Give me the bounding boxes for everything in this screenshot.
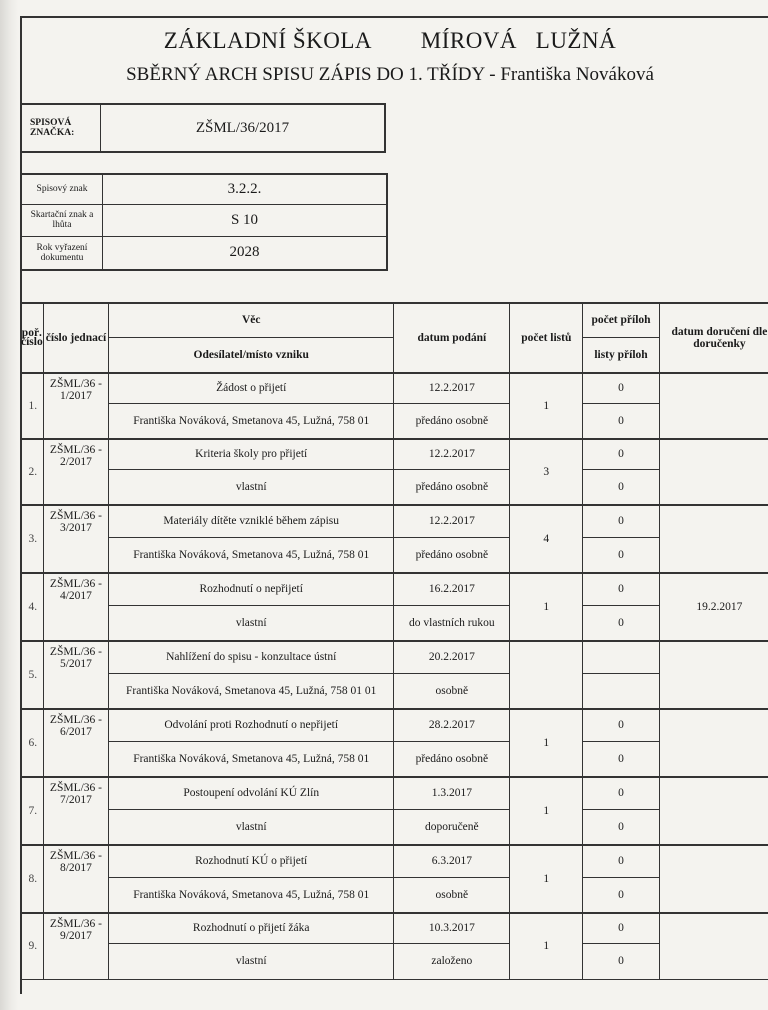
col-header-datum: datum podání [394,303,510,373]
sheets-count: 4 [510,505,583,573]
reference-number: ZŠML/36 - 3/2017 [43,505,108,573]
meta-label: Rok vyřazení dokumentu [21,236,103,270]
sender-cell: Františka Nováková, Smetanova 45, Lužná, 758 01 01 [109,673,394,709]
school-title: ZÁKLADNÍ ŠKOLA MÍROVÁ LUŽNÁ [163,28,617,53]
attachment-sheets: 0 [583,537,660,573]
delivery-date [659,373,768,439]
table-row [21,741,768,777]
table-row [21,913,768,943]
col-header-listy: počet listů [510,303,583,373]
delivery-method: osobně [394,877,510,913]
delivery-date [659,439,768,505]
attachments-count: 0 [583,913,660,943]
subject-cell: Nahlížení do spisu - konzultace ústní [109,641,394,673]
attachments-count: 0 [583,777,660,809]
delivery-date [659,913,768,979]
subject-cell: Kriteria školy pro přijetí [109,439,394,469]
delivery-method: doporučeně [394,809,510,845]
attachments-count: 0 [583,709,660,741]
sender-cell: vlastní [109,605,394,641]
col-header-por: poř. číslo [21,303,44,373]
delivery-date [659,777,768,845]
table-row [21,403,768,439]
attachment-sheets: 0 [583,943,660,979]
page-binding-shadow [0,0,18,1010]
table-row [21,373,768,403]
sheets-count [510,641,583,709]
attachments-count: 0 [583,505,660,537]
attachments-count: 0 [583,573,660,605]
table-row [21,439,768,469]
reference-number: ZŠML/36 - 8/2017 [43,845,108,913]
table-row [21,943,768,979]
sender-cell: vlastní [109,809,394,845]
subject-cell: Žádost o přijetí [109,373,394,403]
sheet-subtitle: SBĚRNÝ ARCH SPISU ZÁPIS DO 1. TŘÍDY - Františka Nováková [126,64,654,85]
sender-cell: Františka Nováková, Smetanova 45, Lužná, 758 01 [109,741,394,777]
table-row [21,641,768,673]
table-row [21,573,768,605]
date-cell: 16.2.2017 [394,573,510,605]
subject-cell: Rozhodnutí o nepřijetí [109,573,394,605]
sheets-count: 1 [510,913,583,979]
delivery-method: do vlastních rukou [394,605,510,641]
row-number: 2. [21,439,44,505]
reference-number: ZŠML/36 - 9/2017 [43,913,108,979]
file-mark-box [20,103,386,153]
row-number: 5. [21,641,44,709]
sender-cell: Františka Nováková, Smetanova 45, Lužná, 758 01 [109,537,394,573]
row-number: 7. [21,777,44,845]
attachment-sheets [583,673,660,709]
delivery-date: 19.2.2017 [659,573,768,641]
date-cell: 10.3.2017 [394,913,510,943]
attachment-sheets: 0 [583,469,660,505]
table-row [21,877,768,913]
meta-box [20,173,388,271]
row-number: 4. [21,573,44,641]
reference-number: ZŠML/36 - 5/2017 [43,641,108,709]
date-cell: 20.2.2017 [394,641,510,673]
subject-cell: Materiály dítěte vzniklé během zápisu [109,505,394,537]
col-header-odesilatel: Odesílatel/místo vzniku [109,337,394,373]
attachment-sheets: 0 [583,877,660,913]
attachment-sheets: 0 [583,741,660,777]
delivery-date [659,845,768,913]
attachment-sheets: 0 [583,809,660,845]
row-number: 3. [21,505,44,573]
table-row [21,537,768,573]
sheets-count: 1 [510,845,583,913]
sheets-count: 3 [510,439,583,505]
row-number: 6. [21,709,44,777]
attachments-count [583,641,660,673]
attachments-count: 0 [583,845,660,877]
reference-number: ZŠML/36 - 7/2017 [43,777,108,845]
col-header-doruceni: datum doručení dle doručenky [659,303,768,373]
delivery-method: předáno osobně [394,469,510,505]
delivery-date [659,505,768,573]
meta-value: 2028 [103,236,388,270]
reference-number: ZŠML/36 - 1/2017 [43,373,108,439]
delivery-method: založeno [394,943,510,979]
sheets-count: 1 [510,777,583,845]
delivery-method: předáno osobně [394,537,510,573]
sender-cell: vlastní [109,943,394,979]
subject-cell: Rozhodnutí KÚ o přijetí [109,845,394,877]
reference-number: ZŠML/36 - 2/2017 [43,439,108,505]
table-row [21,809,768,845]
row-number: 9. [21,913,44,979]
records-table [20,302,768,980]
date-cell: 12.2.2017 [394,505,510,537]
table-row [21,777,768,809]
meta-label: Spisový znak [21,174,103,204]
sheets-count: 1 [510,573,583,641]
meta-label: Skartační znak a lhůta [21,204,103,236]
col-header-vec: Věc [109,303,394,337]
col-header-listy-priloh: listy příloh [583,337,660,373]
sender-cell: Františka Nováková, Smetanova 45, Lužná, 758 01 [109,403,394,439]
date-cell: 6.3.2017 [394,845,510,877]
date-cell: 12.2.2017 [394,439,510,469]
subject-cell: Postoupení odvolání KÚ Zlín [109,777,394,809]
table-row [21,505,768,537]
table-row [21,845,768,877]
reference-number: ZŠML/36 - 6/2017 [43,709,108,777]
row-number: 1. [21,373,44,439]
attachments-count: 0 [583,439,660,469]
delivery-method: osobně [394,673,510,709]
sender-cell: vlastní [109,469,394,505]
attachment-sheets: 0 [583,605,660,641]
table-row [21,709,768,741]
sheets-count: 1 [510,709,583,777]
table-row [21,605,768,641]
table-row [21,673,768,709]
delivery-date [659,641,768,709]
meta-value: S 10 [103,204,388,236]
file-mark-label: SPISOVÁ ZNAČKA: [21,104,101,152]
date-cell: 1.3.2017 [394,777,510,809]
delivery-method: předáno osobně [394,741,510,777]
date-cell: 12.2.2017 [394,373,510,403]
sender-cell: Františka Nováková, Smetanova 45, Lužná, 758 01 [109,877,394,913]
table-row [21,469,768,505]
subject-cell: Odvolání proti Rozhodnutí o nepřijetí [109,709,394,741]
file-mark-value: ZŠML/36/2017 [101,104,386,152]
delivery-method: předáno osobně [394,403,510,439]
reference-number: ZŠML/36 - 4/2017 [43,573,108,641]
meta-value: 3.2.2. [103,174,388,204]
col-header-cislo: číslo jednací [43,303,108,373]
col-header-prilohy: počet příloh [583,303,660,337]
row-number: 8. [21,845,44,913]
attachment-sheets: 0 [583,403,660,439]
sheets-count: 1 [510,373,583,439]
subject-cell: Rozhodnutí o přijetí žáka [109,913,394,943]
date-cell: 28.2.2017 [394,709,510,741]
delivery-date [659,709,768,777]
attachments-count: 0 [583,373,660,403]
